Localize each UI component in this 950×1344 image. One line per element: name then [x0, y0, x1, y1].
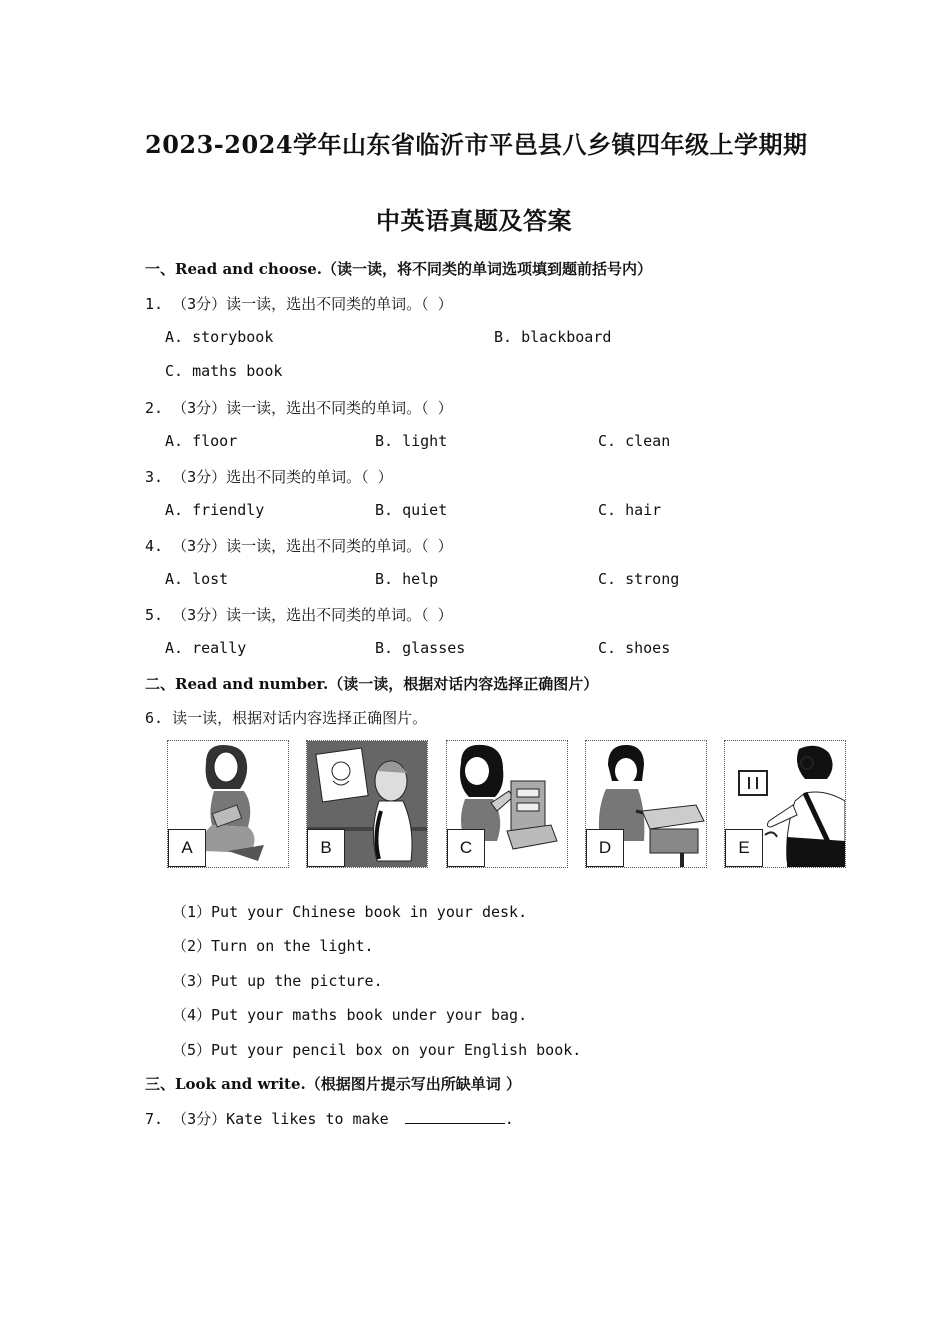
question-2-option-a: A. floor: [165, 432, 238, 450]
picture-e: [724, 740, 846, 868]
question-3-option-b: B. quiet: [375, 501, 448, 519]
question-3-stem: 3. （3分）选出不同类的单词。（ ）: [145, 468, 393, 486]
question-2-option-c: C. clean: [598, 432, 671, 450]
picture-c-label: C: [447, 829, 485, 867]
question-6-stem: 6. 读一读，根据对话内容选择正确图片。: [145, 709, 428, 727]
question-5-option-b: B. glasses: [375, 639, 466, 657]
picture-b: [306, 740, 428, 868]
sentence-5: （5）Put your pencil box on your English book.: [172, 1041, 582, 1059]
picture-c: [446, 740, 568, 868]
question-5-option-c: C. shoes: [598, 639, 671, 657]
picture-a: [167, 740, 289, 868]
section-1-heading: 一、Read and choose.（读一读，将不同类的单词选项填到题前括号内）: [145, 260, 653, 278]
picture-b-label: B: [307, 829, 345, 867]
question-7-period: .: [504, 1110, 514, 1128]
question-1-option-a: A. storybook: [165, 328, 274, 346]
question-7: [145, 1108, 514, 1129]
question-5-stem: 5. （3分）读一读，选出不同类的单词。（ ）: [145, 606, 453, 624]
page-title-line-2: 中英语真题及答案: [376, 206, 572, 235]
question-4-option-c: C. strong: [598, 570, 680, 588]
question-4-option-a: A. lost: [165, 570, 229, 588]
question-1-option-b: B. blackboard: [494, 328, 612, 346]
section-2-heading: 二、Read and number.（读一读，根据对话内容选择正确图片）: [145, 675, 599, 693]
sentence-1: （1）Put your Chinese book in your desk.: [172, 903, 528, 921]
picture-a-label: A: [168, 829, 206, 867]
question-5-option-a: A. really: [165, 639, 247, 657]
picture-d: [585, 740, 707, 868]
question-1-stem: 1. （3分）读一读，选出不同类的单词。（ ）: [145, 295, 453, 313]
question-3-option-a: A. friendly: [165, 501, 265, 519]
question-4-stem: 4. （3分）读一读，选出不同类的单词。（ ）: [145, 537, 453, 555]
section-3-heading: 三、Look and write.（根据图片提示写出所缺单词 ）: [145, 1075, 521, 1093]
question-7-stem: 7. （3分）Kate likes to make: [145, 1110, 389, 1128]
picture-e-label: E: [725, 829, 763, 867]
question-1-option-c: C. maths book: [165, 362, 283, 380]
answer-blank[interactable]: [405, 1111, 505, 1124]
question-3-option-c: C. hair: [598, 501, 662, 519]
sentence-3: （3）Put up the picture.: [172, 972, 383, 990]
sentence-4: （4）Put your maths book under your bag.: [172, 1006, 528, 1024]
page-title-line-1: 2023-2024学年山东省临沂市平邑县八乡镇四年级上学期期: [145, 130, 808, 159]
question-2-stem: 2. （3分）读一读，选出不同类的单词。（ ）: [145, 399, 453, 417]
question-4-option-b: B. help: [375, 570, 439, 588]
question-2-option-b: B. light: [375, 432, 448, 450]
picture-d-label: D: [586, 829, 624, 867]
sentence-2: （2）Turn on the light.: [172, 937, 374, 955]
